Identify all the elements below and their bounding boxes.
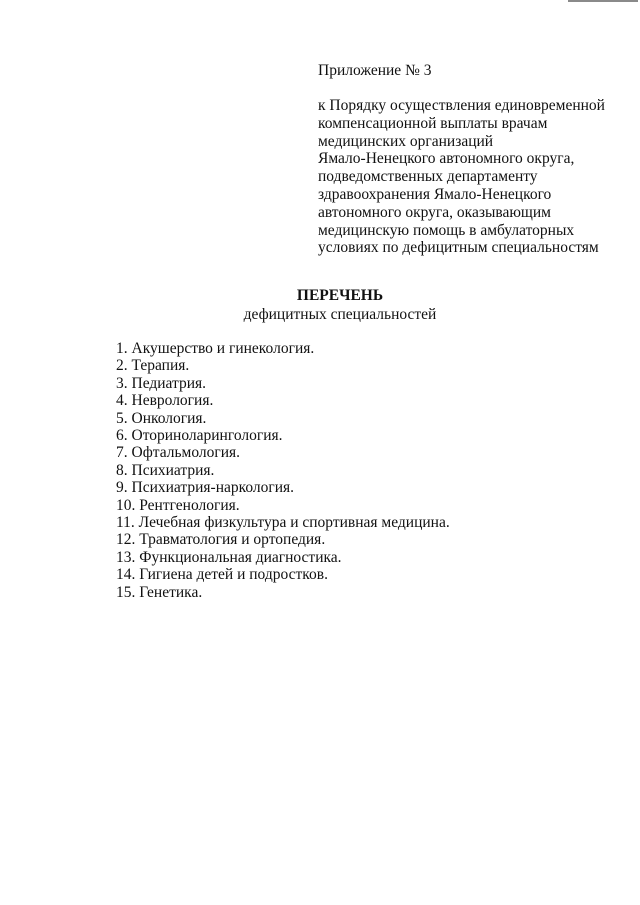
list-item: 7. Офтальмология. xyxy=(116,444,241,462)
list-item: 4. Неврология. xyxy=(116,392,214,410)
appendix-reference-line: здравоохранения Ямало-Ненецкого xyxy=(318,185,552,203)
appendix-reference-line: автономного округа, оказывающим xyxy=(318,203,551,221)
list-item: 11. Лечебная физкультура и спортивная медицина. xyxy=(116,514,450,532)
list-item: 14. Гигиена детей и подростков. xyxy=(116,566,328,584)
list-title: ПЕРЕЧЕНЬ xyxy=(296,287,384,304)
specialties-list xyxy=(116,340,450,601)
list-subtitle: дефицитных специальностей xyxy=(243,306,437,323)
list-item: 10. Рентгенология. xyxy=(116,496,240,514)
appendix-number: Приложение № 3 xyxy=(318,62,432,79)
list-item: 5. Онкология. xyxy=(116,409,207,427)
scan-edge-mark xyxy=(568,0,638,2)
appendix-reference-line: компенсационной выплаты врачам xyxy=(318,114,548,132)
appendix-reference xyxy=(318,97,618,257)
appendix-reference-line: подведомственных департаменту xyxy=(318,168,538,186)
list-item: 13. Функциональная диагностика. xyxy=(116,548,342,566)
list-item: 9. Психиатрия-наркология. xyxy=(116,479,295,497)
appendix-reference-line: медицинскую помощь в амбулаторных xyxy=(318,221,575,239)
list-item: 8. Психиатрия. xyxy=(116,461,215,479)
list-item: 6. Оториноларингология. xyxy=(116,427,283,445)
appendix-reference-line: условиях по дефицитным специальностям xyxy=(318,239,599,257)
list-item: 1. Акушерство и гинекология. xyxy=(116,340,315,357)
appendix-reference-line: Ямало-Ненецкого автономного округа, xyxy=(318,150,575,168)
list-item: 3. Педиатрия. xyxy=(116,374,207,392)
list-item: 15. Генетика. xyxy=(116,583,203,601)
appendix-reference-line: к Порядку осуществления единовременной xyxy=(318,97,605,114)
appendix-reference-line: медицинских организаций xyxy=(318,132,494,150)
list-item: 2. Терапия. xyxy=(116,357,190,375)
list-item: 12. Травматология и ортопедия. xyxy=(116,531,326,549)
